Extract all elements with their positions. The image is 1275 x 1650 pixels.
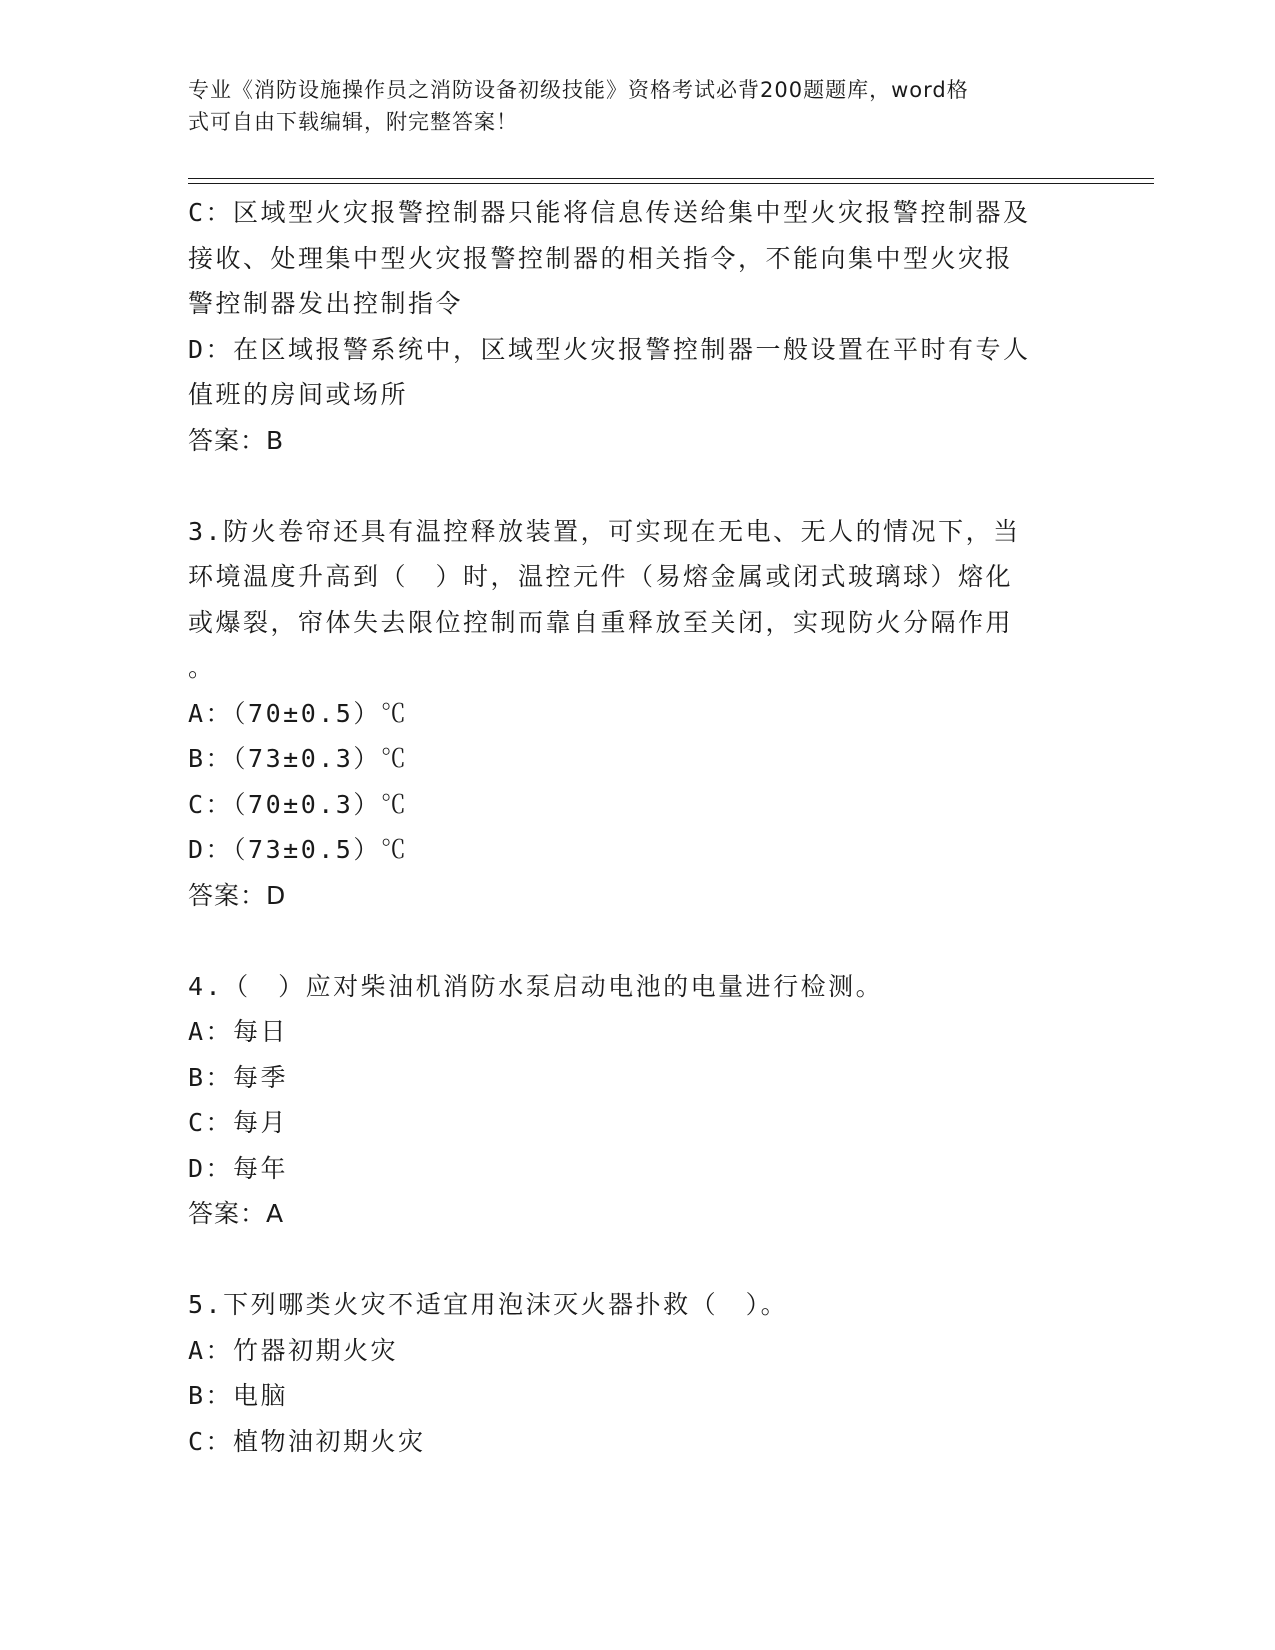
q3-option-b: B：（73±0.3）℃ <box>188 744 409 773</box>
q3-option-d: D：（73±0.5）℃ <box>188 835 409 864</box>
q5-option-c: C：植物油初期火灾 <box>188 1426 426 1456</box>
q4-option-a: A：每日 <box>188 1017 289 1046</box>
q3-stem-line-2: 环境温度升高到（ ）时，温控元件（易熔金属或闭式玻璃球）熔化 <box>188 562 1014 591</box>
q2-option-c-line-2: 接收、处理集中型火灾报警控制器的相关指令，不能向集中型火灾报 <box>188 243 1014 273</box>
q2-answer: 答案：B <box>188 425 285 455</box>
q4-stem: 4.（ ）应对柴油机消防水泵启动电池的电量进行检测。 <box>188 971 884 1001</box>
q5-stem: 5.下列哪类火灾不适宜用泡沫灭火器扑救（ ）。 <box>188 1290 789 1319</box>
header-rule-top <box>188 178 1154 179</box>
q5-option-a: A：竹器初期火灾 <box>188 1335 399 1365</box>
q3-option-c: C：（70±0.3）℃ <box>188 789 409 819</box>
header-rule-bottom <box>188 183 1154 184</box>
question-content <box>188 190 1088 1464</box>
q4-answer: 答案：A <box>188 1199 285 1228</box>
q3-option-a: A：（70±0.5）℃ <box>188 698 409 728</box>
q2-option-c-line-3: 警控制器发出控制指令 <box>188 289 464 318</box>
q3-answer: 答案：D <box>188 880 287 910</box>
q3-stem-line-1: 3.防火卷帘还具有温控释放装置，可实现在无电、无人的情况下，当 <box>188 516 1021 546</box>
q2-option-c-line-1: C：区域型火灾报警控制器只能将信息传送给集中型火灾报警控制器及 <box>188 198 1031 227</box>
q2-option-d-line-1: D：在区域报警系统中，区域型火灾报警控制器一般设置在平时有专人 <box>188 334 1031 364</box>
header-line-1: 专业《消防设施操作员之消防设备初级技能》资格考试必背200题题库，word格 <box>188 78 969 102</box>
q5-option-b: B：电脑 <box>188 1381 289 1410</box>
document-header <box>188 74 1068 138</box>
q2-option-d-line-2: 值班的房间或场所 <box>188 380 409 409</box>
header-line-2: 式可自由下载编辑，附完整答案！ <box>188 110 518 134</box>
q3-stem-line-4: 。 <box>188 653 216 682</box>
q4-option-b: B：每季 <box>188 1062 289 1092</box>
q3-stem-line-3: 或爆裂，帘体失去限位控制而靠自重释放至关闭，实现防火分隔作用 <box>188 607 1014 637</box>
q4-option-c: C：每月 <box>188 1108 289 1137</box>
q4-option-d: D：每年 <box>188 1153 289 1183</box>
